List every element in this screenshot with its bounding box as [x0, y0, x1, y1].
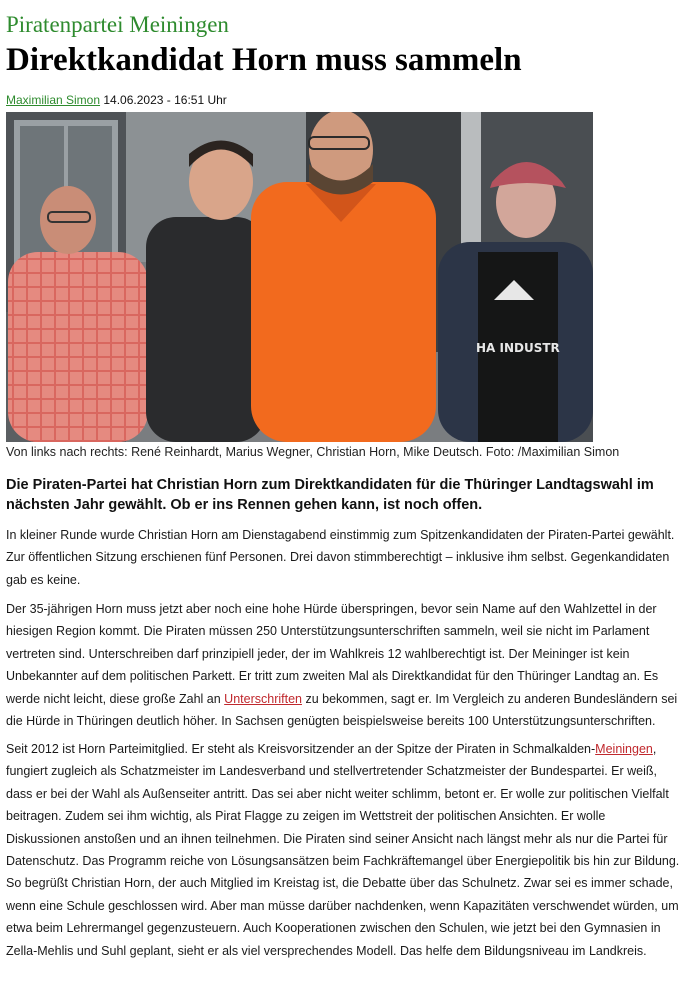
article-lead: Die Piraten-Partei hat Christian Horn zum Direktkandidaten für die Thüringer Landtagswahl im nächsten Jahr gewählt. Ob er ins Rennen gehen kann, ist noch offen.: [6, 477, 654, 513]
publish-date: 14.06.2023 - 16:51 Uhr: [103, 93, 227, 107]
paragraph-text: Seit 2012 ist Horn Parteimitglied. Er steht als Kreisvorsitzender an der Spitze der Piraten in Schmalkalden-: [6, 742, 596, 756]
group-photo-illustration: [6, 112, 593, 442]
photo-shirt-text: HA INDUSTR: [476, 341, 560, 355]
author-link[interactable]: Maximilian Simon: [6, 93, 101, 107]
article-paragraph: [6, 598, 682, 732]
unterschriften-link[interactable]: Unterschriften: [224, 691, 302, 706]
article-paragraph: In kleiner Runde wurde Christian Horn am Dienstagabend einstimmig zum Spitzenkandidaten der Piraten-Partei gewählt. Zur öffentlichen Sitzung erschienen fünf Personen. Drei davon stimmberechtigt – inklusive ihm selbst. Gegenkandidaten gab es keine.: [6, 528, 675, 587]
photo-caption: Von links nach rechts: René Reinhardt, Marius Wegner, Christian Horn, Mike Deutsch. Foto: /Maximilian Simon: [6, 445, 620, 459]
paragraph-text: zu bekommen, sagt er. Im Vergleich zu anderen Bundesländern sei die Hürde in Thüringen deutlich höher. In Sachsen genügten beispielsweise bereits 100 Unterstützungsunterschriften.: [6, 691, 678, 729]
meiningen-link[interactable]: Meiningen: [595, 742, 653, 756]
byline: [6, 93, 227, 107]
paragraph-text: , fungiert zugleich als Schatzmeister im Landesverband und stellvertretender Schatzmeister der Bundespartei. Er weiß, dass er bei der Wahl als Außenseiter antritt. Das sei aber nicht weiter schlimm, betont er. Er wolle zur politischen Vielfalt beitragen. Zudem sei ihm wichtig, als Pirat Flagge zu zeigen im Wettstreit der politischen Ansichten. Er wolle Diskussionen anstoßen und an ihnen teilnehmen. Die Piraten sind seiner Ansicht nach längst mehr als nur die Partei für Datenschutz. Das Programm reiche von Lösungsansätzen beim Fachkräftemangel über Energiepolitik bis hin zur Bildung. So begrüßt Christian Horn, der auch Mitglied im Kreistag ist, die Debatte über das Schulnetz. Zwar sei es immer schade, wenn eine Schule geschlossen wird. Aber man müsse darüber nachdenken, wenn Kapazitäten verschwendet würden, um etwa beim Lehrermangel gegenzusteuern. Auch Kooperationen zwischen den Schulen, wie jetzt bei den Gymnasien in Zella-Mehlis und Suhl geplant, sieht er als viel versprechendes Modell. Das helfe dem Bildungsniveau im Landkreis.: [6, 742, 680, 958]
article-paragraph: [6, 738, 682, 962]
article-kicker: Piratenpartei Meiningen: [6, 12, 229, 37]
article-headline: Direktkandidat Horn muss sammeln: [6, 42, 522, 78]
article-photo: [6, 112, 593, 442]
paragraph-text: Der 35-jährigen Horn muss jetzt aber noch eine hohe Hürde überspringen, bevor sein Name auf den Wahlzettel in der hiesigen Region kommt. Die Piraten müssen 250 Unterstützungsunterschriften sammeln, weil sie nicht im Parlament vertreten sind. Unterschreiben darf prinzipiell jeder, der im Wahlkreis 12 wahlberechtigt ist. Der Meininger ist kein Unbekannter auf dem politischen Parkett. Er tritt zum zweiten Mal als Direktkandidat für den Thüringer Landtag an. Es werde nicht leicht, diese große Zahl an: [6, 602, 659, 706]
